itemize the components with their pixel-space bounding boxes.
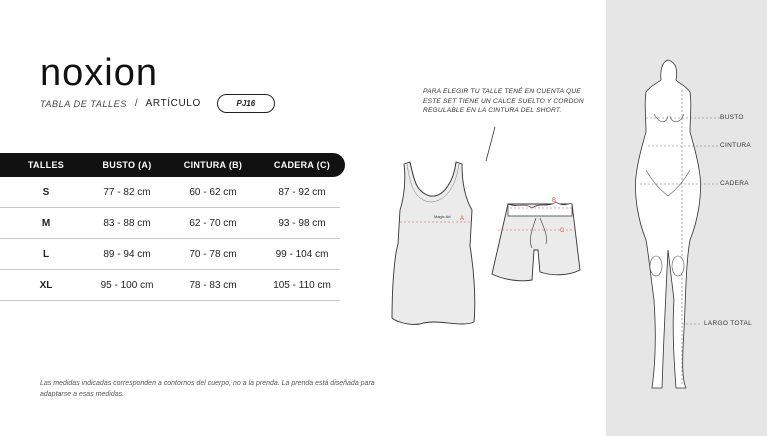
label-cadera: CADERA (720, 180, 749, 187)
label-largo-total: LARGO TOTAL (704, 320, 753, 327)
cintura-cell: 60 - 62 cm (189, 186, 237, 198)
cadera-cell: 105 - 110 cm (273, 279, 331, 291)
fit-hint: PARA ELEGIR TU TALLE TENÉ EN CUENTA QUE ESTE SET TIENE UN CALCE SUELTO Y CORDON REGULABLE EN LA CINTURA DEL SHORT. (423, 88, 584, 114)
marker-a: A (460, 216, 465, 222)
marker-c: C (560, 228, 565, 234)
cadera-cell: 99 - 104 cm (275, 248, 329, 260)
label-busto: BUSTO (720, 114, 744, 121)
subtitle-row (40, 94, 275, 113)
article-code-badge: PJ16 (217, 94, 275, 113)
body-figure (606, 0, 767, 436)
table-row (0, 270, 340, 301)
label-cintura: CINTURA (720, 142, 751, 149)
cadera-cell: 87 - 92 cm (278, 186, 326, 198)
cadera-cell: 93 - 98 cm (278, 217, 326, 229)
measurement-note: Las medidas indicadas corresponden a contornos del cuerpo, no a la prenda. La prenda está diseñada para adaptarse a esas medidas. (40, 380, 375, 398)
brand-logo: noxion (40, 52, 158, 94)
table-header (0, 153, 345, 177)
marker-b: B (552, 198, 557, 204)
header-cintura: CINTURA (B) (183, 160, 243, 170)
tank-top-drawing (392, 162, 475, 324)
cintura-cell: 70 - 78 cm (189, 248, 237, 260)
cintura-cell: 62 - 70 cm (189, 217, 237, 229)
article-label: ARTÍCULO (145, 98, 201, 109)
size-chart-title: TABLA DE TALLES (40, 98, 127, 109)
busto-cell: 83 - 88 cm (103, 217, 151, 229)
header-talles: TALLES (27, 160, 65, 170)
table-row (0, 208, 340, 239)
body-panel (606, 0, 767, 436)
header-cadera: CADERA (C) (273, 160, 331, 170)
table-row (0, 177, 340, 208)
busto-cell: 95 - 100 cm (100, 279, 154, 291)
shorts-drawing (492, 202, 580, 281)
size-cell: XL (39, 279, 53, 291)
busto-cell: 89 - 94 cm (103, 248, 151, 260)
header-busto: BUSTO (A) (102, 160, 152, 170)
garment-illustration (380, 140, 595, 330)
garment-tag: Magic Art (434, 214, 451, 219)
size-cell: M (41, 217, 51, 229)
size-table (0, 153, 345, 301)
busto-cell: 77 - 82 cm (103, 186, 151, 198)
separator: / (134, 98, 138, 109)
table-row (0, 239, 340, 270)
cintura-cell: 78 - 83 cm (189, 279, 237, 291)
size-cell: S (42, 186, 50, 198)
size-cell: L (42, 248, 50, 260)
